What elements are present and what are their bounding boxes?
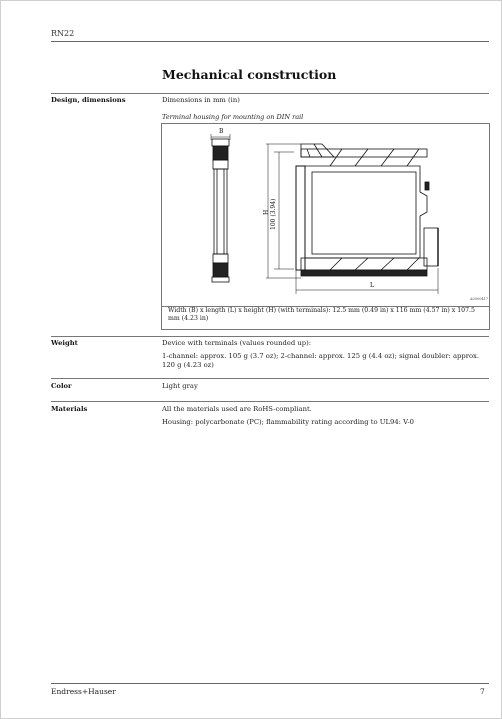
color-value: Light gray xyxy=(162,382,198,390)
footer-brand: Endress+Hauser xyxy=(51,687,116,696)
document-id: RN22 xyxy=(51,29,75,38)
page-number: 7 xyxy=(480,687,485,696)
figure-title: Terminal housing for mounting on DIN rail xyxy=(162,113,304,121)
dimension-label-h: H xyxy=(263,209,270,215)
materials-housing: Housing: polycarbonate (PC); flammability rating according to UL94: V-0 xyxy=(162,418,414,426)
header-rule xyxy=(51,41,489,42)
figure-caption: Width (B) x length (L) x height (H) (with terminals): 12.5 mm (0.49 in) x 116 mm (4.57 in) x 107.5 mm (4.23 in) xyxy=(161,305,490,330)
dimension-label-100: 100 (3.94) xyxy=(270,198,277,230)
weight-values: 1-channel: approx. 105 g (3.7 oz); 2-channel: approx. 125 g (4.4 oz); signal doubler: approx. 120 g (4.23 oz) xyxy=(162,352,480,369)
section-title: Mechanical construction xyxy=(162,67,337,82)
row-label-materials: Materials xyxy=(51,405,88,413)
side-view-drawing xyxy=(211,134,230,282)
dimensions-unit-note: Dimensions in mm (in) xyxy=(162,96,240,104)
footer-rule xyxy=(51,683,489,684)
row-divider-materials xyxy=(51,401,489,402)
row-divider-color xyxy=(51,378,489,379)
row-label-weight: Weight xyxy=(51,339,78,347)
dimension-figure xyxy=(161,123,490,307)
dimension-label-b: B xyxy=(219,128,224,135)
materials-rohs: All the materials used are RoHS-compliant. xyxy=(162,405,312,413)
figure-id: A0000417 xyxy=(470,297,489,301)
row-divider-weight xyxy=(51,336,489,337)
row-divider-design xyxy=(51,93,489,94)
weight-intro: Device with terminals (values rounded up): xyxy=(162,339,312,347)
front-view-drawing xyxy=(266,144,438,278)
row-label-color: Color xyxy=(51,382,72,390)
row-label-design: Design, dimensions xyxy=(51,96,126,104)
dimension-label-l: L xyxy=(370,282,374,289)
